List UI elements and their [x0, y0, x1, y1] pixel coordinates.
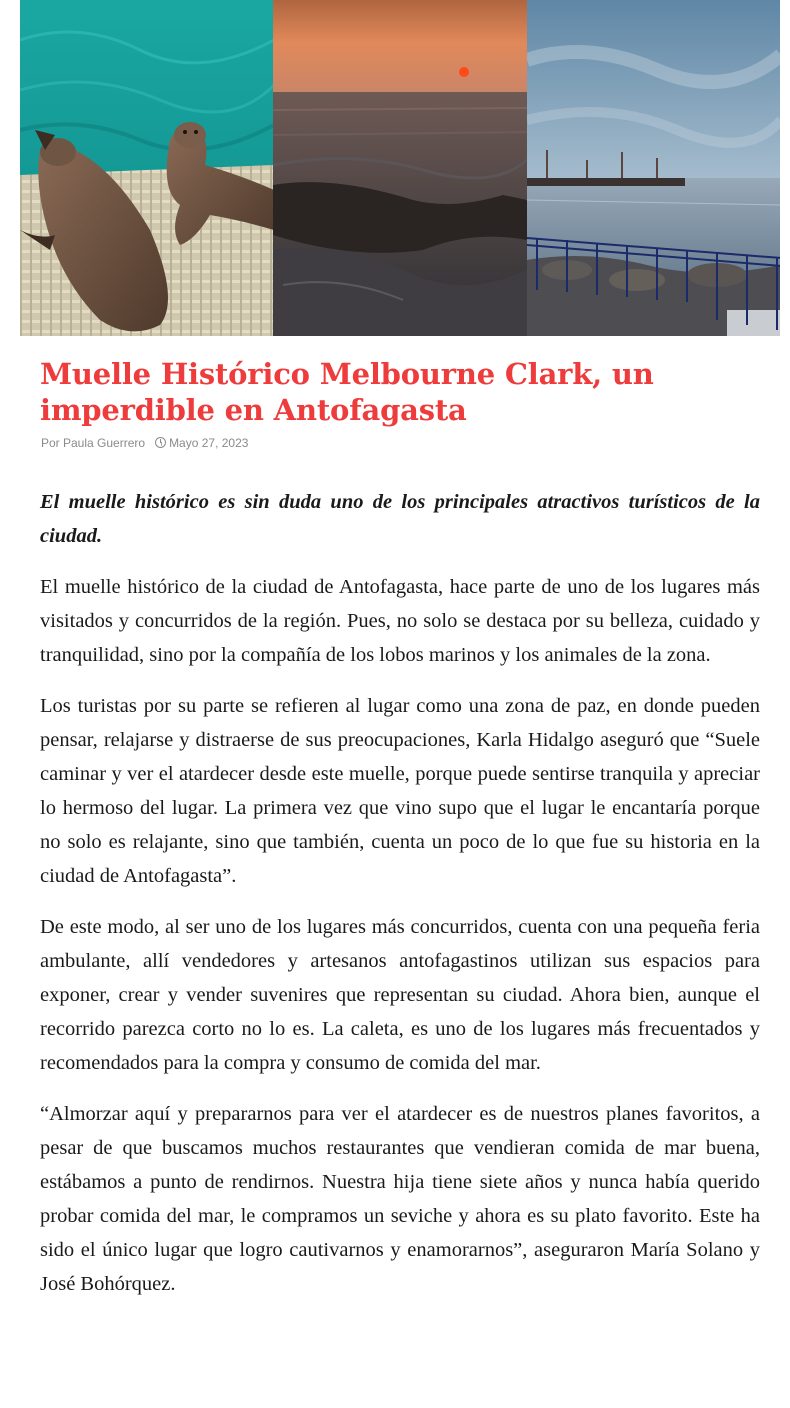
article-paragraph: “Almorzar aquí y prepararnos para ver el atardecer es de nuestros planes favoritos, a pesar de que buscamos muchos restaurantes que vendieran comida de mar buena, estábamos a punto de rendirnos. Nuestra hija tiene siete años y nunca había querido probar comida del mar, le compramos un seviche y ahora es su plato favorito. Este ha sido el único lugar que logro cautivarnos y enamorarnos”, aseguraron María Solano y José Bohórquez. [40, 1103, 760, 1295]
pier-photo [527, 0, 780, 336]
sunset-sea-photo [273, 0, 526, 336]
article-meta [41, 436, 248, 450]
hero-image-collage [20, 0, 780, 336]
date-stamp [155, 436, 248, 450]
clock-icon [155, 437, 166, 448]
publish-date: Mayo 27, 2023 [169, 436, 249, 450]
article-paragraph: Los turistas por su parte se refieren al lugar como una zona de paz, en donde pueden pensar, relajarse y distraerse de sus preocupaciones, Karla Hidalgo aseguró que “Suele caminar y ver el atardecer desde este muelle, porque puede sentirse tranquila y apreciar lo hermoso del lugar. La primera vez que vino supo que el lugar le encantaría porque no solo es relajante, sino que también, cuenta un poco de lo que fue su historia en la ciudad de Antofagasta”. [40, 695, 760, 887]
article-paragraph: El muelle histórico de la ciudad de Antofagasta, hace parte de uno de los lugares más visitados y concurridos de la región. Pues, no solo se destaca por su belleza, cuidado y tranquilidad, sino por la compañía de los lobos marinos y los animales de la zona. [40, 576, 760, 666]
article-title: Muelle Histórico Melbourne Clark, un imperdible en Antofagasta [40, 357, 654, 427]
article-paragraph: De este modo, al ser uno de los lugares más concurridos, cuenta con una pequeña feria ambulante, allí vendedores y artesanos antofagastinos utilizan sus espacios para exponer, crear y vender suvenires que representan su ciudad. Ahora bien, aunque el recorrido parezca corto no lo es. La caleta, es uno de los lugares más frecuentados y recomendados para la compra y consumo de comida del mar. [40, 916, 760, 1074]
article-body [40, 485, 760, 1318]
article-lead: El muelle histórico es sin duda uno de los principales atractivos turísticos de la ciudad. [40, 491, 760, 547]
author-link[interactable]: Por Paula Guerrero [41, 436, 146, 450]
sea-lions-photo [20, 0, 273, 336]
